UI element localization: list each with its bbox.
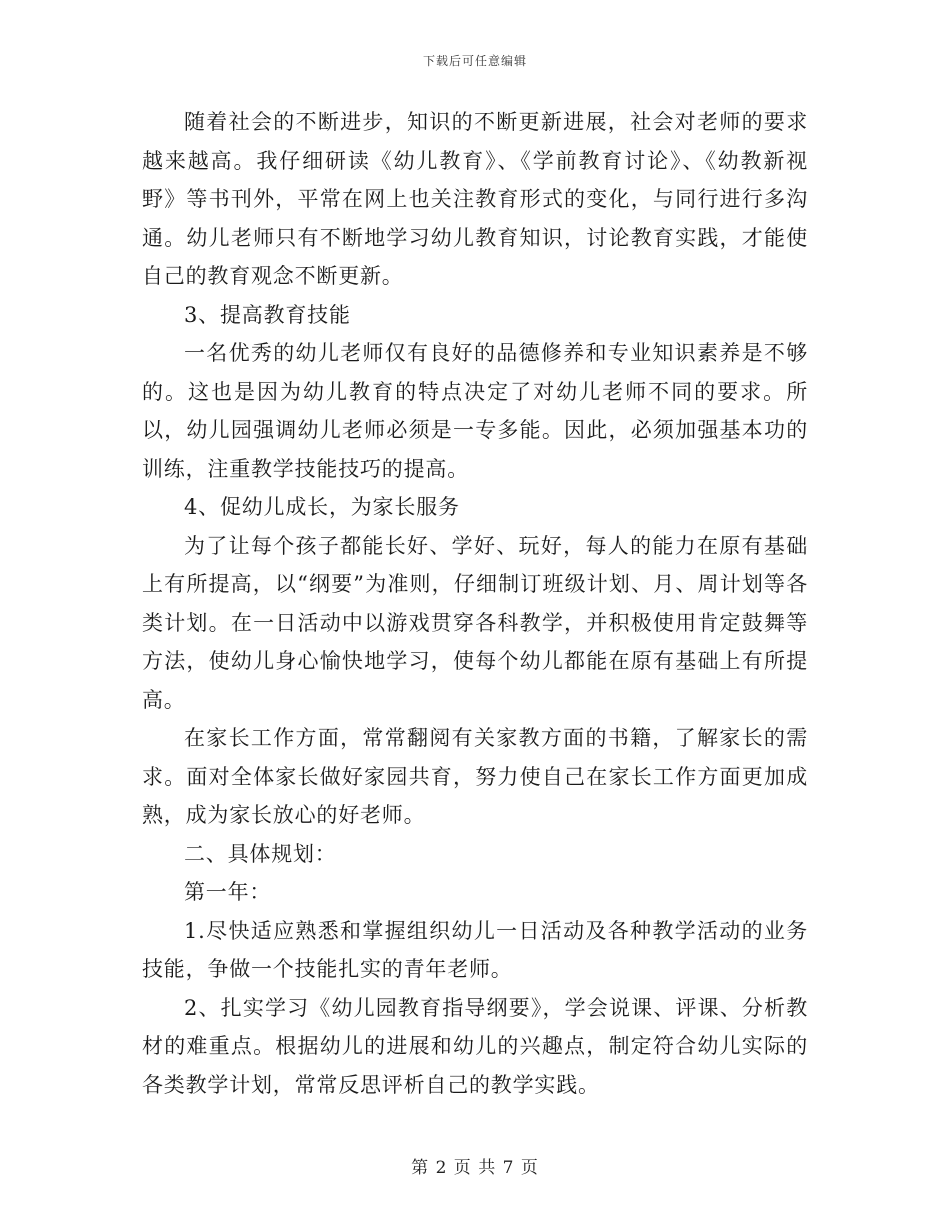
document-body xyxy=(142,103,808,1104)
page-footer-page-number: 第 2 页 共 7 页 xyxy=(411,1158,539,1178)
list-item-2: 2、扎实学习《幼儿园教育指导纲要》，学会说课、评课、分析教材的难重点。根据幼儿的进展和幼儿的兴趣点，制定符合幼儿实际的各类教学计划，常常反思评析自己的教学实践。 xyxy=(142,995,808,1097)
page-header: 下载后可任意编辑 xyxy=(422,54,527,68)
section-heading-specific-plan: 二、具体规划： xyxy=(184,841,337,866)
paragraph-parent-work: 在家长工作方面，常常翻阅有关家教方面的书籍，了解家长的需求。面对全体家长做好家园共育，努力使自己在家长工作方面更加成熟，成为家长放心的好老师。 xyxy=(142,726,808,827)
paragraph-intro: 随着社会的不断进步，知识的不断更新进展，社会对老师的要求越来越高。我仔细研读《幼儿教育》、《学前教育讨论》、《幼教新视野》等书刊外，平常在网上也关注教育形式的变化，与同行进行多沟通。幼儿老师只有不断地学习幼儿教育知识，讨论教育实践，才能使自己的教育观念不断更新。 xyxy=(142,110,808,288)
subheading-first-year: 第一年： xyxy=(184,880,272,904)
list-item-1: 1.尽快适应熟悉和掌握组织幼儿一日活动及各种教学活动的业务技能，争做一个技能扎实的青年老师。 xyxy=(142,918,808,981)
section-heading-teaching-skills: 3、提高教育技能 xyxy=(184,302,351,327)
section-heading-child-growth: 4、促幼儿成长，为家长服务 xyxy=(184,495,460,519)
paragraph-child-growth: 为了让每个孩子都能长好、学好、玩好，每人的能力在原有基础上有所提高，以“纲要”为准则，仔细制订班级计划、月、周计划等各类计划。在一日活动中以游戏贯穿各科教学，并积极使用肯定鼓舞等方法，使幼儿身心愉快地学习，使每个幼儿都能在原有基础上有所提高。 xyxy=(142,533,808,712)
paragraph-teaching-skills: 一名优秀的幼儿老师仅有良好的品德修养和专业知识素养是不够的。这也是因为幼儿教育的特点决定了对幼儿老师不同的要求。所以，幼儿园强调幼儿老师必须是一专多能。因此，必须加强基本功的训练，注重教学技能技巧的提高。 xyxy=(142,341,808,481)
